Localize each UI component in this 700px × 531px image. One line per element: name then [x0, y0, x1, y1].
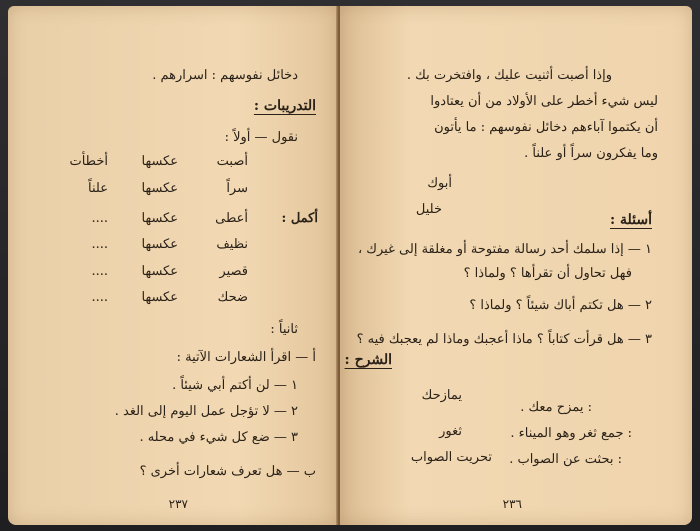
table-cell: ....: [91, 264, 108, 279]
table-cell: عكسها: [141, 154, 178, 169]
signature-name: خليل: [415, 202, 442, 217]
gloss-meaning: : بحثت عن الصواب .: [509, 452, 622, 467]
signature-line: أبوك: [427, 176, 452, 191]
table-cell: أخطأت: [69, 154, 108, 169]
page-number: ٢٣٧: [168, 497, 188, 511]
slogan-item: ٣ — ضع كل شيء في محله .: [139, 430, 298, 445]
table-cell: ....: [91, 290, 108, 305]
table-cell: أعطى: [215, 211, 248, 226]
page-number: ٢٣٦: [502, 497, 522, 511]
question-b: ب — هل تعرف شعارات أخرى ؟: [139, 464, 316, 479]
gloss-term: يمازحك: [421, 388, 462, 403]
question-item: ١ — إذا سلمك أحد رسالة مفتوحة أو مغلقة إلى غيرك ،: [357, 242, 652, 257]
table-cell: ....: [91, 237, 108, 252]
table-cell: ضحك: [217, 290, 248, 305]
table-cell: عكسها: [141, 290, 178, 305]
slogan-item: ٢ — لا تؤجل عمل اليوم إلى الغد .: [114, 404, 298, 419]
gloss-term: تحريت الصواب: [410, 450, 492, 465]
explanation-heading: الشرح :: [344, 352, 392, 368]
gloss-term: ثغور: [439, 424, 462, 439]
read-prompt: أ — اقرأ الشعارات الآتية :: [176, 350, 316, 365]
table-cell: سراً: [226, 181, 248, 196]
right-page: [340, 6, 692, 525]
question-item: ٣ — هل قرأت كتاباً ؟ ماذا أعجبك وماذا لم يعجبك فيه ؟: [356, 332, 652, 347]
left-page: [8, 6, 338, 525]
paragraph-line: أن يكتموا آباءهم دخائل نفوسهم : ما يأتون: [434, 120, 658, 135]
table-cell: عكسها: [141, 181, 178, 196]
table-cell: عكسها: [141, 211, 178, 226]
table-cell: ....: [91, 211, 108, 226]
table-cell: عكسها: [141, 264, 178, 279]
paragraph-line: وإذا أصبت أثنيت عليك ، وافتخرت بك .: [406, 68, 612, 83]
gloss-meaning: : يمزح معك .: [520, 400, 592, 415]
table-cell: نظيف: [216, 237, 248, 252]
paragraph-line: ليس شيء أخطر على الأولاد من أن يعتادوا: [430, 94, 658, 109]
question-item: ٢ — هل تكتم أباك شيئاً ؟ ولماذا ؟: [469, 298, 652, 313]
table-cell: قصير: [219, 264, 248, 279]
top-line: دخائل نفوسهم : اسرارهم .: [152, 68, 298, 83]
gloss-meaning: : جمع ثغر وهو الميناء .: [510, 426, 632, 441]
slogan-item: ١ — لن أكتم أبي شيئاً .: [172, 378, 298, 393]
table-cell: علناً: [88, 181, 108, 196]
questions-heading: أسئلة :: [609, 212, 652, 228]
paragraph-line: وما يفكرون سراً أو علناً .: [524, 146, 658, 161]
table-cell: عكسها: [141, 237, 178, 252]
section-two-label: ثانياً :: [270, 322, 298, 337]
complete-label: أكمل :: [281, 211, 318, 226]
exercises-heading: التدريبات :: [253, 98, 316, 114]
section-one-label: نقول — أولاً :: [224, 130, 298, 145]
table-cell: أصبت: [216, 154, 248, 169]
question-item: فهل تحاول أن تقرأها ؟ ولماذا ؟: [463, 266, 632, 281]
